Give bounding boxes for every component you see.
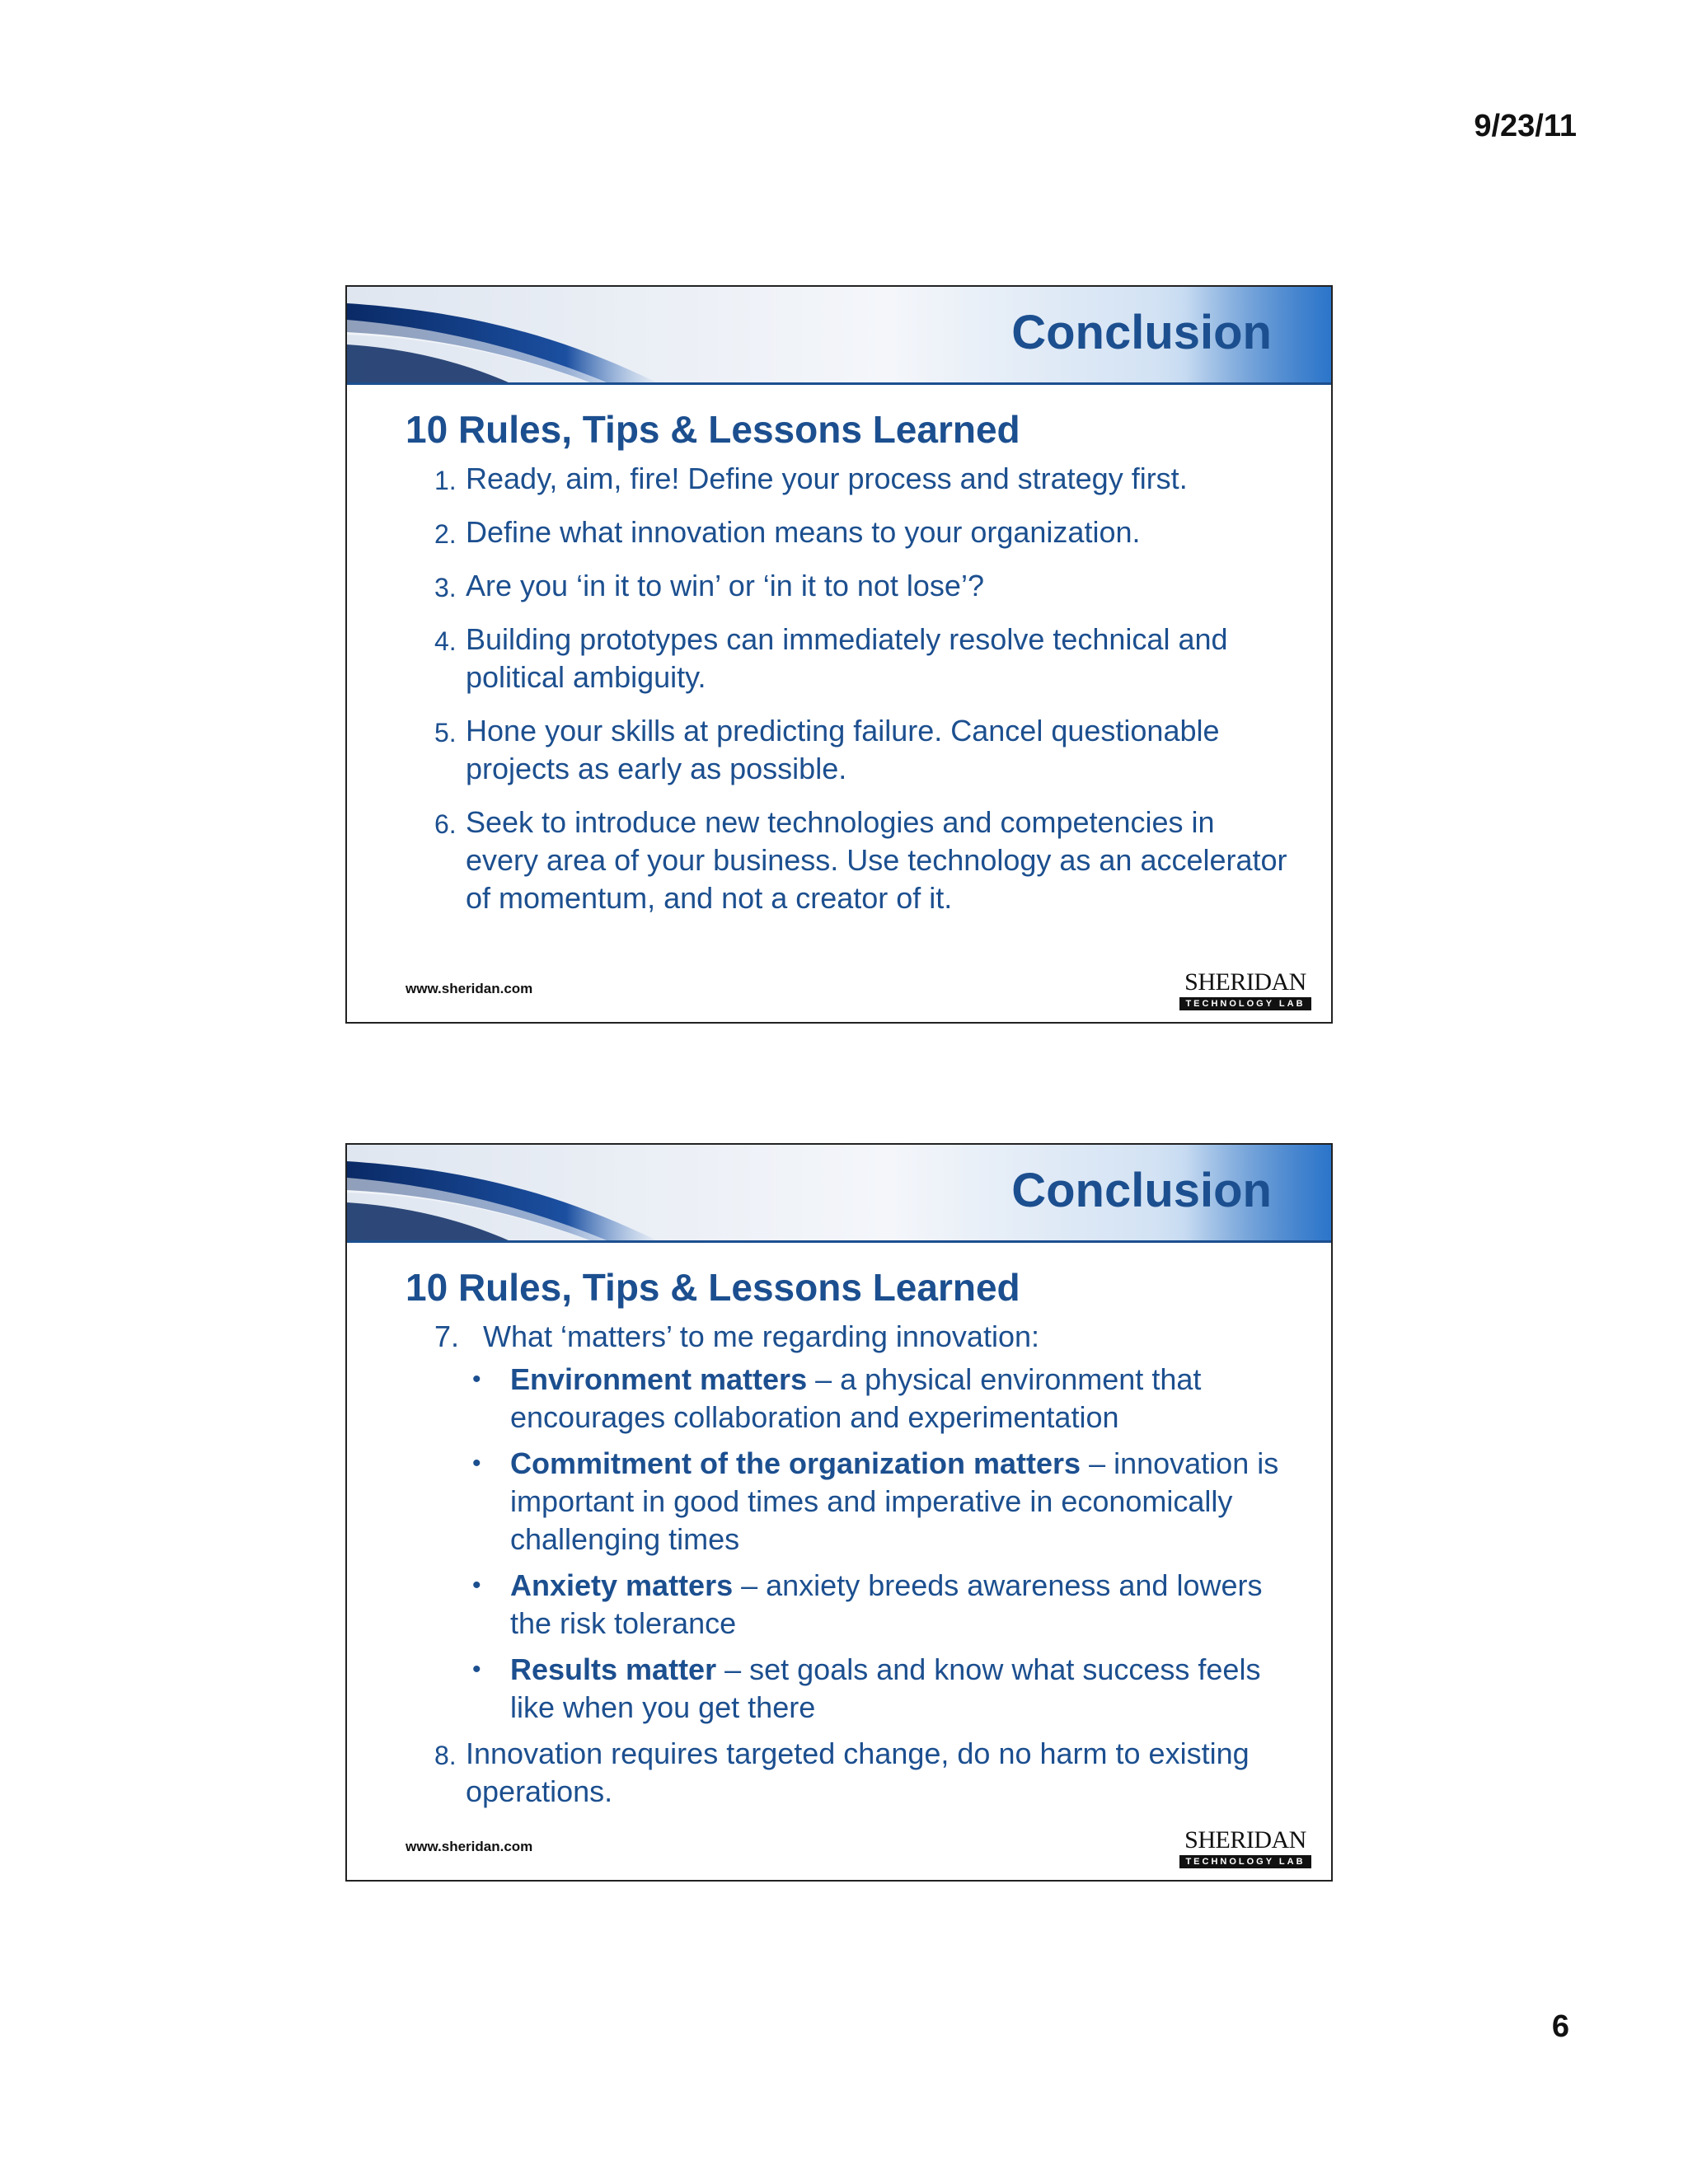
sheridan-logo [1179, 1827, 1311, 1868]
logo-word: SHERIDAN [1184, 968, 1306, 996]
logo-word: SHERIDAN [1184, 1826, 1306, 1854]
bullet-icon: • [472, 1450, 481, 1477]
bullet-icon: • [472, 1656, 481, 1683]
rules-list [434, 1318, 1292, 1356]
slide-header-banner [347, 1145, 1331, 1244]
rule-text: Define what innovation means to your organization. [466, 515, 1141, 549]
rule-number: 5. [434, 718, 457, 748]
rule-item [434, 513, 1292, 551]
page-number: 6 [1551, 2009, 1569, 2044]
rule-number: 8. [434, 1741, 457, 1770]
slide-2 [345, 1143, 1333, 1882]
list-item [472, 1651, 1292, 1727]
slide-subtitle: 10 Rules, Tips & Lessons Learned [406, 1266, 1020, 1309]
slide-title: Conclusion [1011, 306, 1272, 359]
logo-tag: TECHNOLOGY LAB [1179, 1855, 1311, 1868]
footer-url: www.sheridan.com [406, 981, 533, 996]
rule-text: Building prototypes can immediately resolve technical and political ambiguity. [466, 622, 1228, 694]
page-date: 9/23/11 [1474, 109, 1577, 143]
slide-body [434, 460, 1292, 933]
rule-item [434, 804, 1292, 917]
sub-bold: Environment matters [510, 1362, 808, 1396]
sub-text: – anxiety breeds awareness and lowers the risk tolerance [510, 1568, 1263, 1640]
sub-text: – a physical environment that encourages collaboration and experimentation [510, 1362, 1202, 1434]
rule-item [434, 567, 1292, 605]
rule-item [434, 621, 1292, 696]
rule-item [434, 460, 1292, 498]
bullet-icon: • [472, 1366, 481, 1393]
footer-url: www.sheridan.com [406, 1839, 533, 1854]
rule-item [434, 712, 1292, 788]
sub-bold: Results matter [510, 1652, 717, 1686]
sub-text: – innovation is important in good times and imperative in economically challenging times [510, 1446, 1279, 1556]
rule-text: Are you ‘in it to win’ or ‘in it to not lose’? [466, 569, 984, 602]
rule-number: 4. [434, 626, 457, 656]
rule-number: 1. [434, 466, 457, 495]
rule-number: 6. [434, 809, 457, 839]
list-item [472, 1361, 1292, 1436]
rule-text: Hone your skills at predicting failure. Cancel questionable projects as early as possible. [466, 714, 1220, 785]
slide-body [434, 1318, 1292, 1826]
rule-number: 7. [434, 1319, 460, 1353]
rules-list [434, 1735, 1292, 1811]
list-item [472, 1567, 1292, 1643]
sheridan-logo [1179, 969, 1311, 1010]
slide-header-banner [347, 287, 1331, 386]
slide-title: Conclusion [1011, 1164, 1272, 1217]
rule-item [434, 1735, 1292, 1811]
rules-list [434, 460, 1292, 917]
slide-1 [345, 285, 1333, 1024]
rule-text: Ready, aim, fire! Define your process and strategy first. [466, 462, 1188, 495]
rule-number: 3. [434, 573, 457, 602]
sub-bold: Commitment of the organization matters [510, 1446, 1081, 1480]
sub-bold: Anxiety matters [510, 1568, 734, 1602]
logo-tag: TECHNOLOGY LAB [1179, 997, 1311, 1010]
sub-bullet-list [434, 1361, 1292, 1727]
bullet-icon: • [472, 1572, 481, 1599]
slide-subtitle: 10 Rules, Tips & Lessons Learned [406, 408, 1020, 451]
rule-item [434, 1318, 1292, 1356]
sub-text: – set goals and know what success feels like when you get there [510, 1652, 1261, 1724]
list-item [472, 1445, 1292, 1558]
rule-text: Seek to introduce new technologies and competencies in every area of your business. Use technology as an accelerator of momentum, and not a creator of it. [466, 805, 1287, 915]
rule-number: 2. [434, 519, 457, 549]
rule-text: Innovation requires targeted change, do no harm to existing operations. [466, 1736, 1250, 1808]
rule-text: What ‘matters’ to me regarding innovation: [483, 1319, 1039, 1353]
